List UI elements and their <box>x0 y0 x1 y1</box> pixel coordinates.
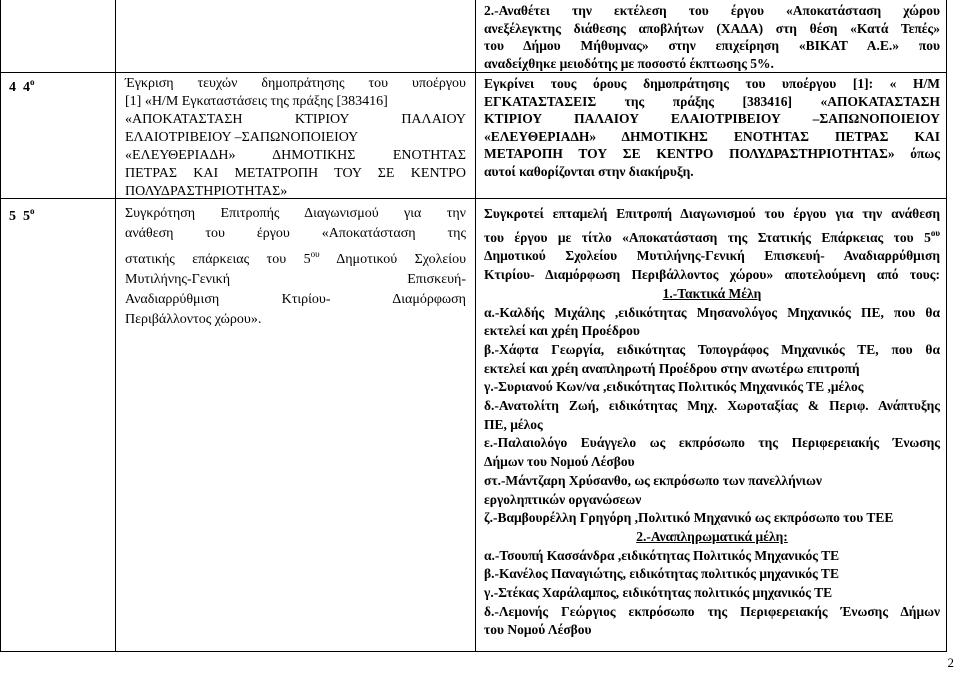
text-line: ανάθεση του έργου «Αποκατάσταση της <box>125 226 466 241</box>
text-line <box>125 244 466 270</box>
text-line: ανεξέλεγκτης διάθεσης αποβλήτων (ΧΑΔΑ) στη θέση «Κατά Τεπές» <box>484 20 940 36</box>
text-segment: στατικής επάρκειας του 5 <box>125 252 311 267</box>
text-line: του Δήμου Μήθυμνας» στην επιχείρηση «ΒΙΚΑΤ Α.Ε.» που <box>484 38 940 54</box>
text-line: ΕΓΚΑΤΑΣΤΑΣΕΙΣ της πράξης [383416] «ΑΠΟΚΑΤΑΣΤΑΣΗ <box>484 93 940 109</box>
text-line: «ΕΛΕΥΘΕΡΙΑΔΗ» ΔΗΜΟΤΙΚΗΣ ΕΝΟΤΗΤΑΣ ΠΕΤΡΑΣ ΚΑΙ <box>484 128 940 144</box>
text-line: ΜΕΤΑΡΟΠΗ ΤΟΥ ΣΕ ΚΕΝΤΡΟ ΠΟΛΥΔΡΑΣΤΗΡΙΟΤΗΤΑΣ» όπως <box>484 146 940 162</box>
member-line: εκτελεί και χρέη αναπληρωτή Προέδρου στην ανωτέρω επιτροπή <box>484 360 860 376</box>
text-line: Εγκρίνει τους όρους δημοπράτησης του υποέργου [1]: « Η/Μ <box>484 76 940 91</box>
text-line: αυτοί καθορίζονται στην διακήρυξη. <box>484 163 694 179</box>
text-line: Κτιρίου- Διαμόρφωση Περιβάλλοντος χώρου» αποτελούμενη από τους: <box>484 267 940 283</box>
member-line: δ.-Λεμονής Γεώργιος εκπρόσωπο της Περιφερειακής Ένωσης Δήμων <box>484 603 940 619</box>
page-number: 2 <box>947 655 954 670</box>
previous-decision-continuation <box>484 2 940 72</box>
member-line: β.-Χάφτα Γεωργία, ειδικότητας Τοπογράφος Μηχανικός ΤΕ, που θα <box>484 341 940 357</box>
text-line <box>484 224 940 248</box>
member-line: εργοληπτικών οργανώσεων <box>484 491 642 507</box>
member-line: δ.-Ανατολίτη Ζωή, ειδικότητας Μηχ. Χωροταξίας & Περιφ. Ανάπτυξης <box>484 398 940 414</box>
text-line: [1] «Η/Μ Εγκαταστάσεις της πράξης [383416] <box>125 94 388 109</box>
text-line: αναδείχθηκε μειοδότης με ποσοστό έκπτωσης 5%. <box>484 55 774 71</box>
text-line: 2.-Αναθέτει την εκτέλεση του έργου «Αποκατάσταση χώρου <box>484 3 940 18</box>
row-number-repeat: 4 <box>23 80 30 95</box>
text-line: «ΑΠΟΚΑΤΑΣΤΑΣΗ ΚΤΙΡΙΟΥ ΠΑΛΑΙΟΥ <box>125 112 466 127</box>
row-5-subject <box>125 204 466 330</box>
member-line: εκτελεί και χρέη Προέδρου <box>484 323 640 339</box>
row-number-repeat: 5 <box>23 209 30 224</box>
member-line: γ.-Στέκας Χαράλαμπος, ειδικότητας πολιτικός μηχανικός ΤΕ <box>484 585 833 601</box>
text-line: Αναδιαρρύθμιση Κτιρίου- Διαμόρφωση <box>125 292 466 307</box>
text-line: ΚΤΙΡΙΟΥ ΠΑΛΑΙΟΥ ΕΛΑΙΟΤΡΙΒΕΙΟΥ –ΣΑΠΩΝΟΠΟΙΕΙΟΥ <box>484 111 940 127</box>
text-segment: Δημοτικού Σχολείου <box>336 252 467 267</box>
ordinal-superscript: ο <box>30 77 35 87</box>
member-line: ε.-Παλαιολόγο Ευάγγελο ως εκπρόσωπο της Περιφερειακής Ένωσης <box>484 435 940 451</box>
row-number-5 <box>9 206 35 225</box>
text-line: ΠΟΛΥΔΡΑΣΤΗΡΙΟΤΗΤΑΣ» <box>125 184 288 199</box>
text-line: Δημοτικού Σχολείου Μυτιλήνης-Γενική Επισκευή- Αναδιαρρύθμιση <box>484 248 940 264</box>
member-line: ζ.-Βαμβουρέλλη Γρηγόρη ,Πολιτικό Μηχανικό ως εκπρόσωπο του ΤΕΕ <box>484 510 894 526</box>
text-line: Έγκριση τευχών δημοπράτησης του υποέργου <box>125 76 466 91</box>
regular-members-heading: 1.-Τακτικά Μέλη <box>662 285 762 301</box>
table-border-left <box>0 0 1 652</box>
ordinal-superscript: ου <box>930 227 940 238</box>
text-segment: του έργου με τίτλο «Αποκατάσταση της Στατικής Επάρκειας του 5 <box>484 229 931 245</box>
text-line: Συγκροτεί επταμελή Επιτροπή Διαγωνισμού του έργου για την ανάθεση <box>484 206 940 221</box>
member-line: του Νομού Λέσβου <box>484 622 592 638</box>
row-number-4 <box>9 77 35 96</box>
row-5-decision <box>484 205 940 640</box>
text-line: Συγκρότηση Επιτροπής Διαγωνισμού για την <box>125 206 466 221</box>
table-border-bottom <box>0 651 947 652</box>
member-line: Δήμων του Νομού Λέσβου <box>484 454 635 470</box>
member-line: στ.-Μάντζαρη Χρύσανθο, ως εκπρόσωπο των πανελλήνιων <box>484 472 822 488</box>
ordinal-superscript: ο <box>30 206 35 216</box>
row-number-value: 4 <box>9 80 16 95</box>
text-line: Περιβάλλοντος χώρου». <box>125 312 262 327</box>
text-line: ΠΕΤΡΑΣ ΚΑΙ ΜΕΤΑΤΡΟΠΗ ΤΟΥ ΣΕ ΚΕΝΤΡΟ <box>125 166 466 181</box>
member-line: ΠΕ, μέλος <box>484 416 543 432</box>
table-column-divider-2 <box>475 0 476 652</box>
text-line: ΕΛΑΙΟΤΡΙΒΕΙΟΥ –ΣΑΠΩΝΟΠΟΙΕΙΟΥ <box>125 130 359 145</box>
member-line: α.-Τσουπή Κασσάνδρα ,ειδικότητας Πολιτικός Μηχανικός ΤΕ <box>484 547 840 563</box>
member-line: α.-Καλδής Μιχάλης ,ειδικότητας Μησανολόγος Μηχανικός ΠΕ, που θα <box>484 304 940 320</box>
ordinal-superscript: ου <box>310 249 320 259</box>
member-line: γ.-Συριανού Κων/να ,ειδικότητας Πολιτικός Μηχανικός ΤΕ ,μέλος <box>484 379 864 395</box>
text-line: Μυτιλήνης-Γενική Επισκευή- <box>125 272 466 287</box>
table-column-divider-1 <box>115 0 116 652</box>
member-line: β.-Κανέλος Παναγιώτης, ειδικότητας πολιτικός μηχανικός ΤΕ <box>484 566 839 582</box>
row-4-subject <box>125 75 466 201</box>
table-border-right <box>946 0 947 652</box>
alternate-members-heading: 2.-Αναπληρωματικά μέλη: <box>636 528 788 544</box>
row-4-decision <box>484 75 940 181</box>
text-line: «ΕΛΕΥΘΕΡΙΑΔΗ» ΔΗΜΟΤΙΚΗΣ ΕΝΟΤΗΤΑΣ <box>125 148 466 163</box>
row-number-value: 5 <box>9 209 16 224</box>
